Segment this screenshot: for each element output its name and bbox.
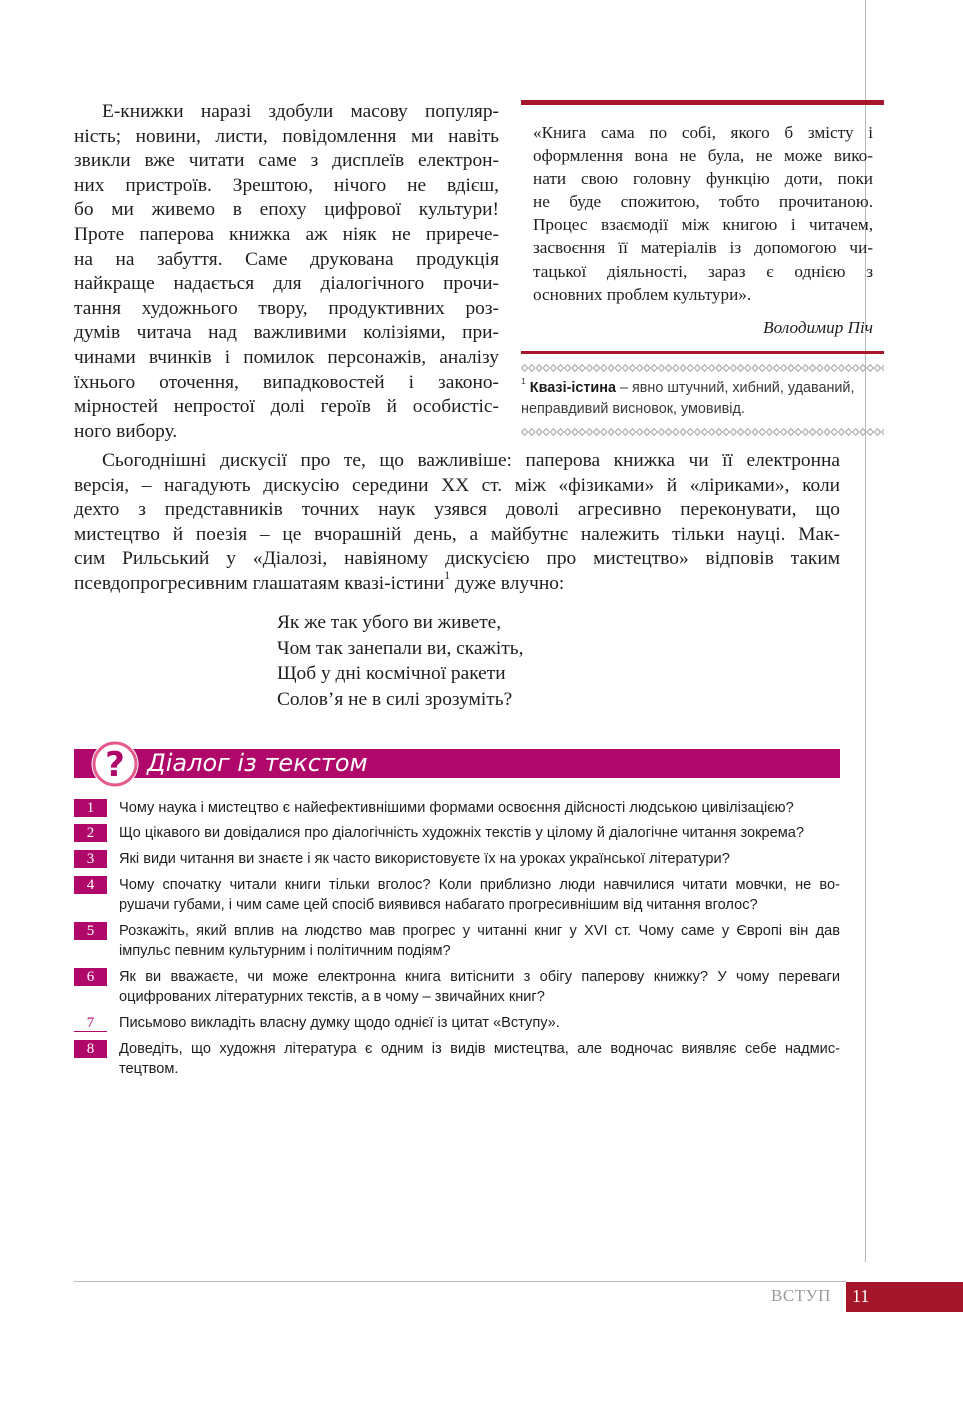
text-line: Е-книжки наразі здобули масову популяр- <box>102 101 499 122</box>
diamond-border-top <box>521 363 884 373</box>
text-fragment: псевдопрогресивним глашатаям квазі-істини <box>74 572 445 594</box>
question-number: 6 <box>74 968 107 986</box>
footnote-line: неправдивий висновок, умовивід. <box>521 400 745 417</box>
quote-line: основних проблем культури». <box>533 284 752 304</box>
intro-paragraph <box>74 100 499 444</box>
question-number: 8 <box>74 1040 107 1058</box>
question-line: Чому наука і мистецтво є найефективнішими формами освоєння дійсності людською цивілізацією? <box>119 800 794 816</box>
question-text <box>119 849 840 869</box>
text-line: мірностей непростої долі героїв й особистіс- <box>74 396 499 418</box>
quote-line: засвоєння її матеріалів із допомогою чи- <box>533 238 873 258</box>
question-line: Що цікавого ви довідалися про діалогічність художніх текстів у цілому й діалогічне читання зокрема? <box>119 825 805 841</box>
quote-text <box>533 121 873 306</box>
diamond-border-bottom <box>521 427 884 437</box>
text-line <box>74 569 840 597</box>
discussion-paragraph <box>74 449 840 597</box>
question-line: Як ви вважаєте, чи може електронна книга витіснити з обігу паперову книжку? У чому переваги <box>119 969 840 985</box>
question-number: 3 <box>74 850 107 868</box>
text-line: думів читача над важливими колізіями, при- <box>74 322 499 344</box>
footer-rule <box>74 1281 846 1282</box>
quote-line: нати свою головну функцію доти, поки <box>533 169 873 189</box>
text-line: на на забуття. Саме друкована продукція <box>74 248 499 270</box>
footnote-ref: 1 <box>444 569 451 583</box>
quote-box <box>521 100 884 354</box>
question-number: 4 <box>74 876 107 894</box>
text-line: Сьогоднішні дискусії про те, що важливіше: паперова книжка чи її електронна <box>102 450 840 471</box>
question-line: Які види читання ви знаєте і як часто використовуєте їх на уроках української літератури? <box>119 851 730 867</box>
text-line: мистецтво й поезія – це вчорашній день, а майбутнє належить тільки науці. Мак- <box>74 523 840 545</box>
text-line: звикли вже читати саме з дисплеїв електрон- <box>74 150 499 172</box>
question-line: оцифрованих літературних текстів, а в чому – звичайних книг? <box>119 989 545 1005</box>
text-line: версія, – нагадують дискусію середини XX ст. між «фізиками» й «ліриками», коли <box>74 474 840 496</box>
question-text <box>119 967 840 1007</box>
question-number: 1 <box>74 799 107 817</box>
poem-line: Чом так занепали ви, скажіть, <box>277 637 524 659</box>
question-text <box>119 823 840 843</box>
quote-line: Процес взаємодії між книгою і читачем, <box>533 215 873 235</box>
dialog-title: Діалог із текстом <box>147 749 368 777</box>
question-mark-icon <box>90 739 140 789</box>
footnote <box>521 378 884 419</box>
text-line: них пристроїв. Зрештою, нічого не вдієш, <box>74 174 499 196</box>
question-line: Розкажіть, який вплив на людство мав прогрес у читанні книг у XVI ст. Чому саме у Європі він дав <box>119 923 840 939</box>
question-line: Чому спочатку читали книги тільки вголос? Коли приблизно люди навчилися читати мовчки, не во- <box>119 877 840 893</box>
question-line: тецтвом. <box>119 1061 179 1077</box>
text-line: найкраще надається для діалогічного прочи- <box>74 273 499 295</box>
quote-top-rule <box>521 100 884 105</box>
text-line: ного вибору. <box>74 420 178 442</box>
svg-text:?: ? <box>105 745 125 785</box>
question-line: рушачи губами, і чим саме цей спосіб виявився набагато прогресивнішим від читання вголос? <box>119 897 758 913</box>
page-number: 11 <box>852 1286 870 1306</box>
quote-line: оформлення вона не була, не може вико- <box>533 146 873 166</box>
quote-author: Володимир Піч <box>763 317 873 337</box>
question-text <box>119 875 840 915</box>
text-line: Проте паперова книжка аж ніяк не прирече- <box>74 223 499 245</box>
section-label: ВСТУП <box>771 1286 831 1305</box>
question-text <box>119 921 840 961</box>
quote-line: не буде спожитою, тобто прочитаною. <box>533 192 873 212</box>
text-line: ність; новини, листи, повідомлення ми навіть <box>74 125 499 147</box>
question-number: 7 <box>74 1014 107 1032</box>
question-number: 2 <box>74 824 107 842</box>
quote-line: «Книга сама по собі, якого б змісту і <box>533 123 873 142</box>
footnote-definition: – явно штучний, хибний, удаваний, <box>615 380 855 396</box>
text-line: сим Рильський у «Діалозі, навіяному дискусією про мистецтво» відповів таким <box>74 548 840 570</box>
text-line: їхнього оточення, випадковостей і законо- <box>74 371 499 393</box>
question-line: імпульс певним культурним і політичним подіям? <box>119 943 451 959</box>
poem-line: Солов’я не в силі зрозуміть? <box>277 688 513 710</box>
question-text <box>119 798 840 818</box>
question-text <box>119 1039 840 1079</box>
text-line: дехто з представників точних наук узявся доволі агресивно переконувати, що <box>74 499 840 521</box>
question-text <box>119 1013 840 1033</box>
poem-line: Як же так убого ви живете, <box>277 612 502 633</box>
text-line: тання художнього твору, продуктивних роз- <box>74 297 499 319</box>
text-fragment: дуже влучно: <box>450 572 565 594</box>
footnote-number: 1 <box>521 376 526 387</box>
quote-bottom-rule <box>521 351 884 354</box>
text-line: чинами вчинків і помилок персонажів, аналізу <box>74 346 499 368</box>
question-line: Доведіть, що художня література є одним із видів мистецтва, але водночас виявляє себе надмис- <box>119 1041 840 1057</box>
question-number: 5 <box>74 922 107 940</box>
footnote-term: Квазі-істина <box>529 380 616 396</box>
poem-line: Щоб у дні космічної ракети <box>277 663 506 684</box>
poem <box>277 610 523 712</box>
question-line: Письмово викладіть власну думку щодо однієї із цитат «Вступу». <box>119 1015 560 1031</box>
text-line: бо ми живемо в епоху цифрової культури! <box>74 199 499 221</box>
quote-line: тацької діяльності, зараз є однією з <box>533 261 873 281</box>
footnote-line <box>521 378 884 399</box>
